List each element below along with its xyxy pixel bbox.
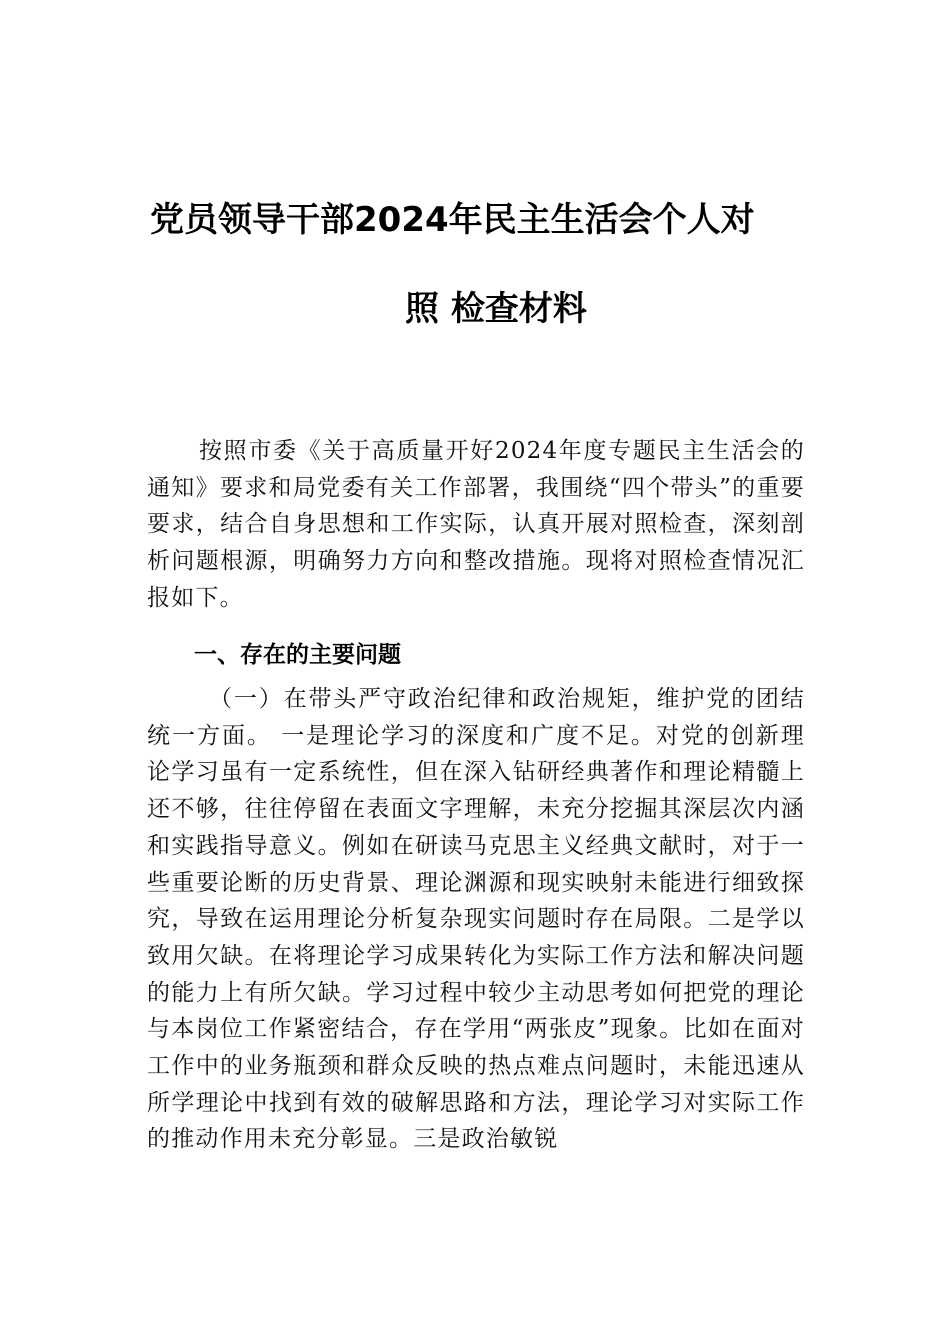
intro-paragraph: 按照市委《关于高质量开好2024年度专题民主生活会的通知》要求和局党委有关工作部署，我围绕“四个带头”的重要要求，结合自身思想和工作实际，认真开展对照检查，深刻剖析问题根源，明确努力方向和整改措施。现将对照检查情况汇报如下。 bbox=[147, 438, 805, 611]
section-heading-main-problems: 一、存在的主要问题 bbox=[194, 642, 401, 668]
document-title-line-2: 照 检查材料 bbox=[405, 289, 587, 329]
section-1-paragraph: （一）在带头严守政治纪律和政治规矩，维护党的团结统一方面。 一是理论学习的深度和广度不足。对党的创新理论学习虽有一定系统性，但在深入钻研经典著作和理论精髓上还不够，往往停留在表面文字理解，未充分挖掘其深层次内涵和实践指导意义。例如在研读马克思主义经典文献时，对于一些重要论断的历史背景、理论渊源和现实映射未能进行细致探究，导致在运用理论分析复杂现实问题时存在局限。二是学以致用欠缺。在将理论学习成果转化为实际工作方法和解决问题的能力上有所欠缺。学习过程中较少主动思考如何把党的理论与本岗位工作紧密结合，存在学用“两张皮”现象。比如在面对工作中的业务瓶颈和群众反映的热点难点问题时，未能迅速从所学理论中找到有效的破解思路和方法，理论学习对实际工作的推动作用未充分彰显。三是政治敏锐 bbox=[147, 686, 805, 1153]
document-title-line-1: 党员领导干部2024年民主生活会个人对 bbox=[150, 200, 755, 240]
